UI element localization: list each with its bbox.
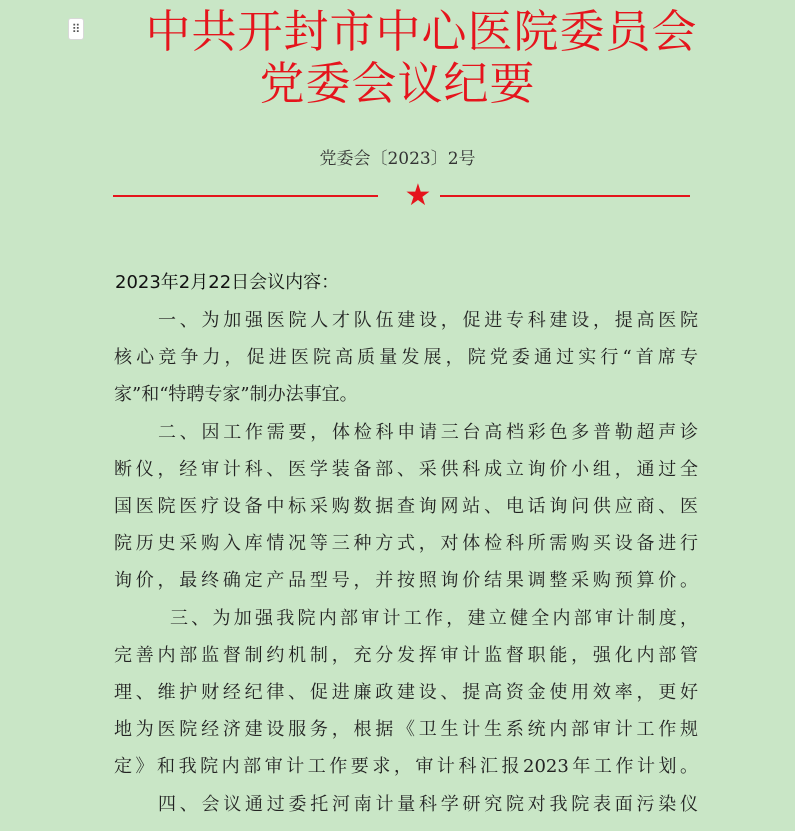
paragraph-line: 国医院医疗设备中标采购数据查询网站、电话询问供应商、医: [114, 496, 698, 517]
drag-handle-icon[interactable]: ⠿: [68, 18, 84, 40]
paragraph-line: 家”和“特聘专家”制办法事宜。: [114, 384, 358, 405]
paragraph-line: 地为医院经济建设服务，根据《卫生计生系统内部审计工作规: [114, 719, 698, 740]
paragraph-1: [114, 302, 698, 413]
paragraph-line: 一、为加强医院人才队伍建设，促进专科建设，提高医院: [158, 310, 698, 331]
paragraph-4: [114, 786, 698, 823]
paragraph-line: 定》和我院内部审计工作要求，审计科汇报2023年工作计划。: [114, 756, 698, 777]
paragraph-line: 三、为加强我院内部审计工作，建立健全内部审计制度，: [170, 608, 698, 629]
document-number: 党委会〔2023〕2号: [319, 149, 476, 169]
paragraph-line: 理、维护财经纪律、促进廉政建设、提高资金使用效率，更好: [114, 682, 698, 703]
document-title-line2: 党委会议纪要: [259, 57, 536, 110]
paragraph-line: 询价，最终确定产品型号，并按照询价结果调整采购预算价。: [114, 570, 698, 591]
document-title-line1: 中共开封市中心医院委员会: [145, 5, 698, 58]
paragraph-line: 断仪，经审计科、医学装备部、采供科成立询价小组，通过全: [114, 459, 698, 480]
paragraph-line: 完善内部监督制约机制，充分发挥审计监督职能，强化内部管: [114, 645, 698, 666]
paragraph-3: [114, 600, 698, 785]
paragraph-line: 二、因工作需要，体检科申请三台高档彩色多普勒超声诊: [158, 422, 698, 443]
meeting-date-heading: 2023年2月22日会议内容：: [115, 272, 340, 293]
paragraph-line: 院历史采购入库情况等三种方式，对体检科所需购买设备进行: [114, 533, 698, 554]
paragraph-line: 核心竞争力，促进医院高质量发展，院党委通过实行“首席专: [114, 347, 698, 368]
star-icon: ★: [404, 178, 432, 213]
paragraph-2: [114, 414, 698, 599]
header-divider-left: [113, 195, 378, 197]
paragraph-line: 四、会议通过委托河南计量科学研究院对我院表面污染仪: [158, 794, 698, 815]
header-divider-right: [440, 195, 690, 197]
